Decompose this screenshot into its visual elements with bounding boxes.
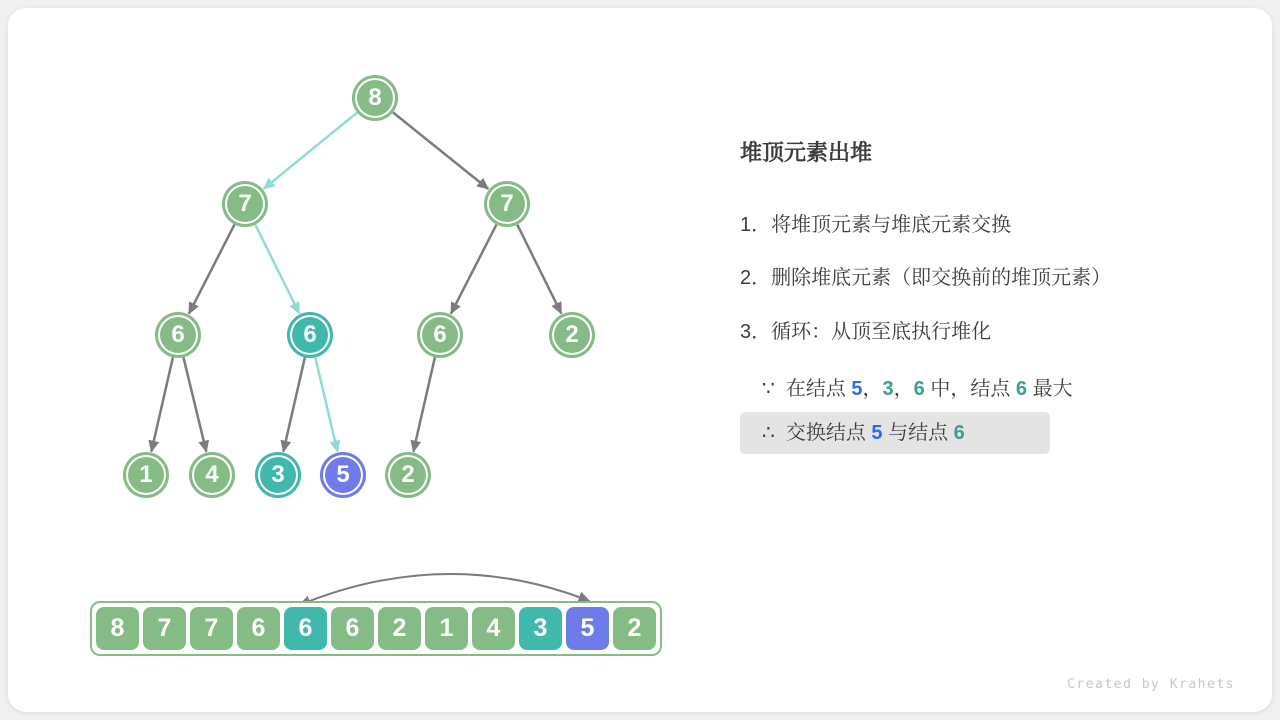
step-2: 2．删除堆底元素（即交换前的堆顶元素）: [740, 267, 1112, 289]
tree-edge-1-3: [189, 224, 235, 313]
array-cell-10: 5: [566, 607, 609, 650]
text-segment: 最大: [1027, 378, 1073, 400]
step-3: 3．循环：从顶至底执行堆化: [740, 321, 992, 343]
array-cell-2: 7: [190, 607, 233, 650]
array-cell-6: 2: [378, 607, 421, 650]
highlight-number-6: 6: [1015, 378, 1028, 400]
array-cell-7: 1: [425, 607, 468, 650]
tree-node-6: 6: [287, 312, 333, 358]
tree-node-8: 8: [352, 75, 398, 121]
highlight-number-5: 5: [871, 422, 883, 444]
highlight-number-3: 3: [882, 378, 894, 400]
array-cell-11: 2: [613, 607, 656, 650]
tree-edge-2-6: [517, 225, 561, 314]
highlight-number-5: 5: [851, 378, 863, 400]
tree-node-7: 7: [222, 181, 268, 227]
tree-edge-5-11: [413, 357, 435, 451]
tree-node-4: 4: [189, 452, 235, 498]
array-cell-1: 7: [143, 607, 186, 650]
array-cell-9: 3: [519, 607, 562, 650]
panel-title: 堆顶元素出堆: [740, 140, 873, 165]
tree-edge-0-1: [264, 113, 358, 189]
because-line: [762, 376, 1073, 402]
text-segment: ，: [893, 378, 914, 400]
highlight-number-6: 6: [913, 378, 925, 400]
tree-node-1: 1: [123, 452, 169, 498]
text-segment: 与结点: [882, 422, 954, 444]
text-segment: 中，结点: [924, 378, 1016, 400]
text-segment: ，: [862, 378, 883, 400]
tree-edge-3-8: [183, 357, 206, 451]
highlight-number-6: 6: [953, 422, 965, 444]
tree-edge-0-2: [393, 112, 488, 189]
tree-edge-4-10: [315, 357, 337, 451]
step-1: 1．将堆顶元素与堆底元素交换: [740, 214, 1012, 236]
text-segment: ∵ 在结点: [762, 378, 852, 400]
array-cell-8: 4: [472, 607, 515, 650]
watermark: Created by Krahets: [1067, 677, 1235, 692]
tree-node-2: 2: [385, 452, 431, 498]
text-segment: ∴ 交换结点: [762, 422, 872, 444]
tree-node-7: 7: [484, 181, 530, 227]
tree-edge-2-5: [451, 224, 497, 313]
array-cell-3: 6: [237, 607, 280, 650]
tree-edge-3-7: [151, 357, 173, 451]
tree-node-6: 6: [155, 312, 201, 358]
tree-edge-1-4: [255, 225, 299, 314]
tree-node-2: 2: [549, 312, 595, 358]
therefore-line: [762, 420, 965, 446]
therefore-highlight-box: [740, 412, 1050, 454]
tree-node-3: 3: [255, 452, 301, 498]
array-cell-5: 6: [331, 607, 374, 650]
tree-node-5: 5: [320, 452, 366, 498]
heap-array: [90, 601, 662, 656]
array-cell-0: 8: [96, 607, 139, 650]
array-cell-4: 6: [284, 607, 327, 650]
tree-node-6: 6: [417, 312, 463, 358]
tree-edge-4-9: [283, 357, 305, 451]
